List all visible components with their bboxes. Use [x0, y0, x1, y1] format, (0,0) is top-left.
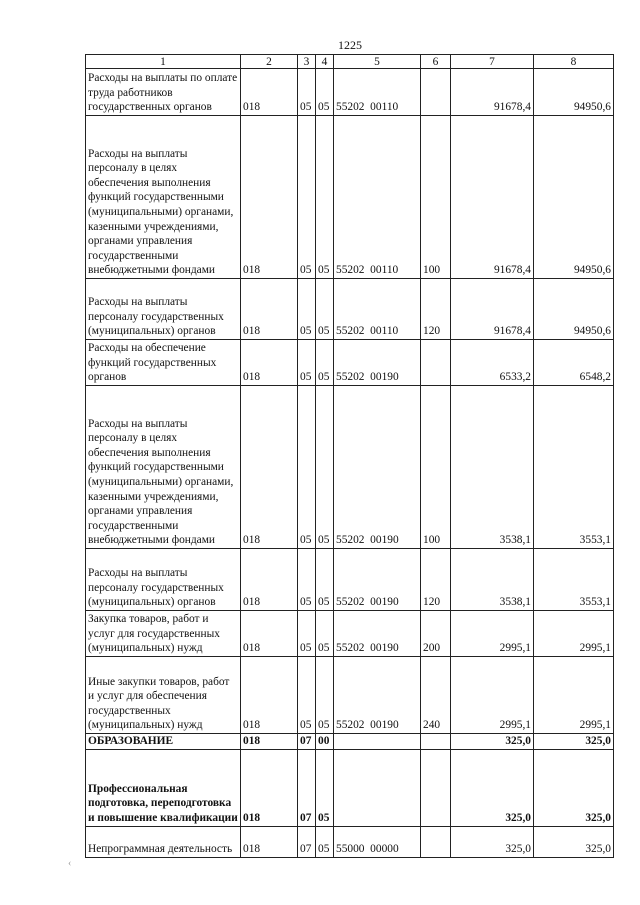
- row-subsection-code: 05: [316, 657, 334, 734]
- column-header: 6: [421, 55, 451, 69]
- row-subsection-code: 05: [316, 826, 334, 857]
- column-header: 1: [86, 55, 241, 69]
- row-target-article: 55202 00190: [334, 386, 421, 549]
- row-target-article: [334, 734, 421, 750]
- row-section-code: 05: [298, 69, 316, 116]
- table-row: [86, 734, 614, 750]
- row-expense-type: [421, 749, 451, 826]
- row-ministry-code: 018: [241, 749, 298, 826]
- row-expense-type: 200: [421, 611, 451, 657]
- table-row: [86, 826, 614, 857]
- row-value-col7: 6533,2: [451, 340, 534, 386]
- row-target-article: 55202 00190: [334, 657, 421, 734]
- row-value-col7: 325,0: [451, 749, 534, 826]
- column-header: 5: [334, 55, 421, 69]
- table-row: [86, 69, 614, 116]
- row-value-col8: 325,0: [534, 734, 614, 750]
- row-description: ОБРАЗОВАНИЕ: [86, 734, 241, 750]
- table-header-row: [86, 55, 614, 69]
- column-header: 7: [451, 55, 534, 69]
- row-ministry-code: 018: [241, 826, 298, 857]
- table-row: [86, 116, 614, 279]
- row-value-col8: 2995,1: [534, 657, 614, 734]
- row-section-code: 07: [298, 749, 316, 826]
- row-target-article: [334, 749, 421, 826]
- table-row: [86, 549, 614, 611]
- row-subsection-code: 05: [316, 116, 334, 279]
- row-target-article: 55202 00190: [334, 340, 421, 386]
- row-ministry-code: 018: [241, 734, 298, 750]
- row-description: Расходы на обеспечение функций государственных органов: [86, 340, 241, 386]
- row-value-col7: 2995,1: [451, 611, 534, 657]
- column-header: 3: [298, 55, 316, 69]
- row-value-col8: 325,0: [534, 826, 614, 857]
- row-description: Расходы на выплаты персоналу государственных (муниципальных) органов: [86, 279, 241, 340]
- row-ministry-code: 018: [241, 116, 298, 279]
- row-target-article: 55202 00110: [334, 116, 421, 279]
- row-target-article: 55202 00110: [334, 279, 421, 340]
- row-ministry-code: 018: [241, 657, 298, 734]
- row-ministry-code: 018: [241, 279, 298, 340]
- table-row: [86, 657, 614, 734]
- row-value-col8: 94950,6: [534, 279, 614, 340]
- row-ministry-code: 018: [241, 549, 298, 611]
- row-target-article: 55000 00000: [334, 826, 421, 857]
- row-value-col7: 325,0: [451, 734, 534, 750]
- row-description: Расходы на выплаты персоналу в целях обеспечения выполнения функций государственными (муниципальными) органами, казенными учреждениями, органами управления государственными внебюджетными фондами: [86, 116, 241, 279]
- row-subsection-code: 05: [316, 340, 334, 386]
- row-value-col7: 91678,4: [451, 69, 534, 116]
- row-section-code: 05: [298, 116, 316, 279]
- row-value-col7: 91678,4: [451, 116, 534, 279]
- row-expense-type: [421, 826, 451, 857]
- row-value-col8: 325,0: [534, 749, 614, 826]
- row-value-col8: 94950,6: [534, 116, 614, 279]
- row-expense-type: 120: [421, 279, 451, 340]
- row-section-code: 05: [298, 549, 316, 611]
- row-description: Расходы на выплаты персоналу в целях обеспечения выполнения функций государственными (муниципальными) органами, казенными учреждениями, органами управления государственными внебюджетными фондами: [86, 386, 241, 549]
- row-description: Расходы на выплаты по оплате труда работников государственных органов: [86, 69, 241, 116]
- column-header: 8: [534, 55, 614, 69]
- row-value-col8: 6548,2: [534, 340, 614, 386]
- row-description: Профессиональная подготовка, переподготовка и повышение квалификации: [86, 749, 241, 826]
- row-target-article: 55202 00190: [334, 611, 421, 657]
- row-expense-type: 240: [421, 657, 451, 734]
- row-expense-type: [421, 69, 451, 116]
- row-section-code: 07: [298, 734, 316, 750]
- row-value-col8: 3553,1: [534, 549, 614, 611]
- row-subsection-code: 05: [316, 749, 334, 826]
- row-ministry-code: 018: [241, 340, 298, 386]
- row-ministry-code: 018: [241, 611, 298, 657]
- scan-mark: ‹: [68, 858, 72, 869]
- row-subsection-code: 05: [316, 279, 334, 340]
- row-section-code: 05: [298, 657, 316, 734]
- column-header: 4: [316, 55, 334, 69]
- row-value-col7: 3538,1: [451, 549, 534, 611]
- table-row: [86, 749, 614, 826]
- table-row: [86, 386, 614, 549]
- row-value-col7: 2995,1: [451, 657, 534, 734]
- row-value-col8: 3553,1: [534, 386, 614, 549]
- table-row: [86, 340, 614, 386]
- row-value-col8: 94950,6: [534, 69, 614, 116]
- row-description: Непрограммная деятельность: [86, 826, 241, 857]
- row-target-article: 55202 00110: [334, 69, 421, 116]
- row-expense-type: 120: [421, 549, 451, 611]
- row-subsection-code: 05: [316, 611, 334, 657]
- row-value-col7: 3538,1: [451, 386, 534, 549]
- row-section-code: 05: [298, 611, 316, 657]
- row-description: Закупка товаров, работ и услуг для государственных (муниципальных) нужд: [86, 611, 241, 657]
- row-ministry-code: 018: [241, 69, 298, 116]
- row-value-col8: 2995,1: [534, 611, 614, 657]
- row-expense-type: [421, 734, 451, 750]
- row-subsection-code: 00: [316, 734, 334, 750]
- row-section-code: 05: [298, 279, 316, 340]
- row-subsection-code: 05: [316, 549, 334, 611]
- row-expense-type: 100: [421, 116, 451, 279]
- row-section-code: 05: [298, 386, 316, 549]
- page-number: 1225: [338, 38, 362, 52]
- row-value-col7: 325,0: [451, 826, 534, 857]
- row-target-article: 55202 00190: [334, 549, 421, 611]
- row-subsection-code: 05: [316, 386, 334, 549]
- row-section-code: 05: [298, 340, 316, 386]
- row-description: Иные закупки товаров, работ и услуг для обеспечения государственных (муниципальных) нужд: [86, 657, 241, 734]
- row-description: Расходы на выплаты персоналу государственных (муниципальных) органов: [86, 549, 241, 611]
- row-expense-type: [421, 340, 451, 386]
- table-row: [86, 279, 614, 340]
- row-section-code: 07: [298, 826, 316, 857]
- row-subsection-code: 05: [316, 69, 334, 116]
- table-row: [86, 611, 614, 657]
- budget-table: [85, 54, 614, 858]
- row-value-col7: 91678,4: [451, 279, 534, 340]
- column-header: 2: [241, 55, 298, 69]
- row-ministry-code: 018: [241, 386, 298, 549]
- row-expense-type: 100: [421, 386, 451, 549]
